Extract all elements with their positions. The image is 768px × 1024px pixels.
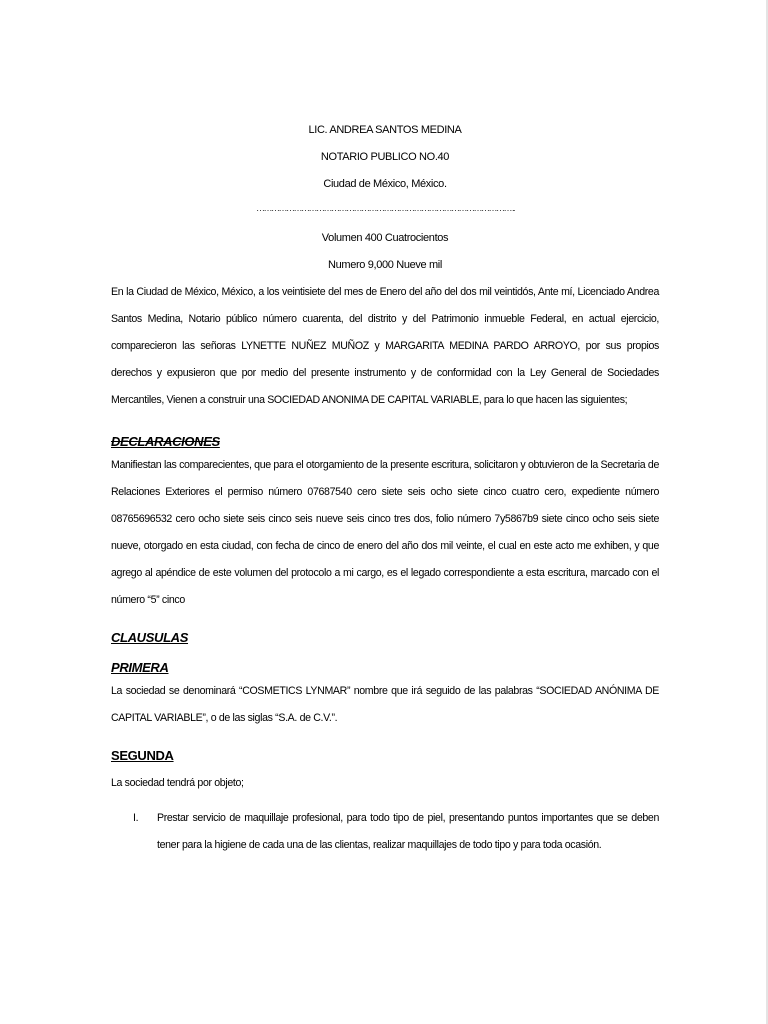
volume-line: Volumen 400 Cuatrocientos (321, 232, 449, 244)
separator-line: ………………………………………………………………………………………… .. (255, 203, 514, 213)
notary-name: LIC. ANDREA SANTOS MEDINA (308, 124, 462, 136)
list-item-text: Prestar servicio de maquillaje profesional, para todo tipo de piel, presentando puntos importantes que se deben tener para la higiene de cada una de las clientas, realizar maquillajes de todo tipo y para toda ocasión. (157, 812, 659, 851)
declaraciones-heading: DECLARACIONES (111, 434, 220, 449)
declaraciones-paragraph: Manifiestan las comparecientes, que para el otorgamiento de la presente escritura, solicitaron y obtuvieron de la Secretaria de Relaciones Exteriores el permiso número 07687540 cero siete seis ocho siete cinco cuatro cero, expediente número 08765696532 cero ocho siete seis cinco seis nueve seis cinco tres dos, folio número 7y5867b9 siete cinco ocho seis siete nueve, otorgado en esta ciudad, con fecha de cinco de enero del año dos mil veinte, el cual en este acto me exhiben, y que agrego al apéndice de este volumen del protocolo a mi cargo, es el legado correspondiente a esta escritura, marcado con el número “5” cinco (111, 459, 659, 606)
primera-heading: PRIMERA (111, 660, 169, 675)
notary-title: NOTARIO PUBLICO NO.40 (320, 151, 450, 163)
location: Ciudad de México, México. (323, 178, 447, 190)
primera-paragraph: La sociedad se denominará “COSMETICS LYNMAR” nombre que irá seguido de las palabras “SOCIEDAD ANÓNIMA DE CAPITAL VARIABLE”, o de las siglas “S.A. de C.V.”. (111, 685, 659, 724)
objeto-list (111, 805, 659, 859)
segunda-intro: La sociedad tendrá por objeto; (111, 777, 244, 789)
list-item-number: I. (133, 812, 139, 824)
number-line: Numero 9,000 Nueve mil (328, 259, 442, 271)
document-content (111, 117, 659, 859)
segunda-heading: SEGUNDA (111, 748, 174, 763)
clausulas-heading: CLAUSULAS (111, 630, 189, 645)
list-item (111, 805, 659, 859)
intro-paragraph: En la Ciudad de México, México, a los veintisiete del mes de Enero del año del dos mil veintidós, Ante mí, Licenciado Andrea Santos Medina, Notario público número cuarenta, del distrito y del Patrimonio inmueble Federal, en actual ejercicio, comparecieron las señoras LYNETTE NUÑEZ MUÑOZ y MARGARITA MEDINA PARDO ARROYO, por sus propios derechos y expusieron que por medio del presente instrumento y de conformidad con la Ley General de Sociedades Mercantiles, Vienen a construir una SOCIEDAD ANONIMA DE CAPITAL VARIABLE, para lo que hacen las siguientes; (111, 286, 659, 406)
